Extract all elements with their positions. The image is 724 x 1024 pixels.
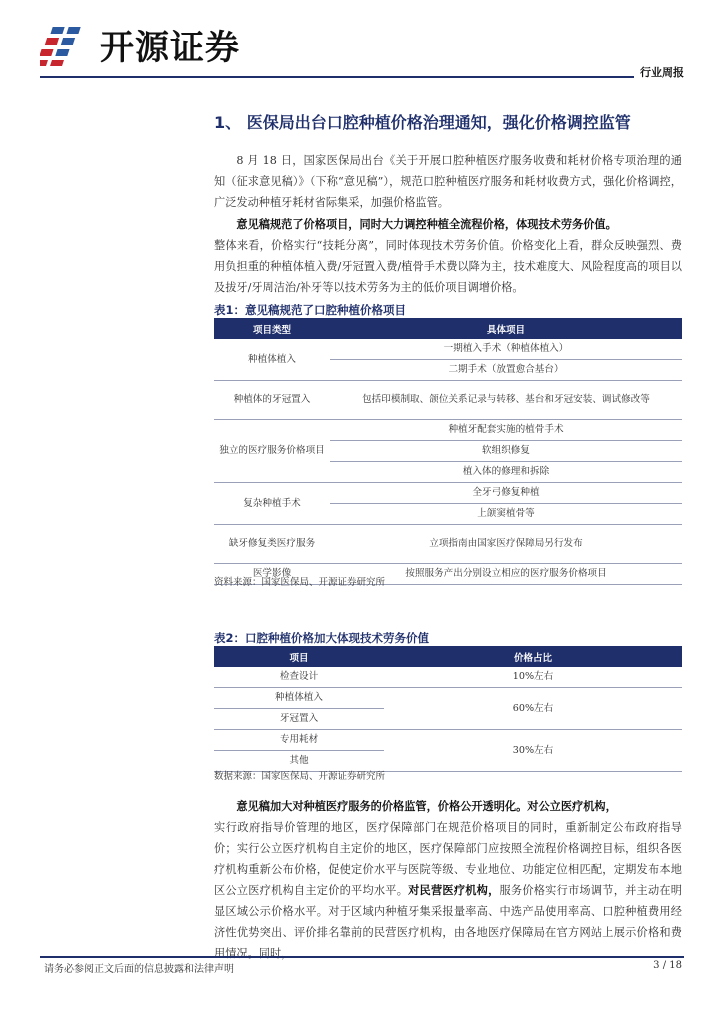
table2-item: 其他: [214, 751, 384, 772]
brand-mark-icon: [40, 23, 94, 67]
table2-col-item: 项目: [214, 646, 384, 667]
table1-item: 软组织修复: [330, 441, 682, 462]
table2-col-share: 价格占比: [384, 646, 682, 667]
table2-source: 数据来源：国家医保局、开源证券研究所: [214, 771, 386, 782]
table2-item: 检查设计: [214, 667, 384, 688]
table1-item: 二期手术（放置愈合基台）: [330, 360, 682, 381]
table2: [214, 646, 682, 772]
table-row: [214, 339, 682, 360]
footer-rule: [40, 956, 684, 958]
table1-cat: 医学影像: [214, 564, 330, 585]
table1-cat: 种植体的牙冠置入: [214, 381, 330, 420]
paragraph-pricing: [214, 214, 682, 298]
table1-col-type: 项目类型: [214, 318, 330, 339]
table1-item: 立项指南由国家医疗保障局另行发布: [330, 525, 682, 564]
paragraph-pricing-lead: 意见稿规范了价格项目，同时大力调控种植全流程价格，体现技术劳务价值。: [236, 217, 617, 231]
table-row: [214, 730, 682, 751]
table-row: [214, 381, 682, 420]
table1: [214, 318, 682, 585]
paragraph-intro: 8 月 18 日，国家医保局出台《关于开展口腔种植医疗服务收费和耗材价格专项治理的通知（征求意见稿）》（下称“意见稿”），规范口腔种植医疗服务和耗材收费方式，强化价格调控，广泛发动种植牙耗材省际集采，加强价格监管。: [214, 154, 682, 209]
table1-cat: 缺牙修复类医疗服务: [214, 525, 330, 564]
table-row: [214, 667, 682, 688]
page-number: 3 / 18: [653, 960, 682, 971]
report-type-label: 行业周报: [634, 64, 684, 80]
table1-cat: 独立的医疗服务价格项目: [214, 420, 330, 483]
table-row: [214, 688, 682, 709]
table2-item: 专用耗材: [214, 730, 384, 751]
table2-item: 牙冠置入: [214, 709, 384, 730]
table1-header: [214, 318, 682, 339]
paragraph-supervision-public: 实行政府指导价管理的地区，医疗保障部门在规范价格项目的同时，重新制定公布政府指导价；实行公立医疗机构自主定价的地区，医疗保障部门应按照全流程价格调控目标，组织各医疗机构重新公布价格，促使定价水平与医院等级、专业地位、功能定位相匹配，定期发布本地区公立医疗机构自主定价的平均水平。: [214, 821, 682, 897]
header-rule: [40, 76, 684, 78]
table1-source: 资料来源：国家医保局、开源证券研究所: [214, 577, 386, 588]
table1-item: 种植牙配套实施的植骨手术: [330, 420, 682, 441]
table2-header: [214, 646, 682, 667]
brand-name: 开源证券: [100, 28, 240, 68]
table1-item: 上颌窦植骨等: [330, 504, 682, 525]
table1-caption: 表1：意见稿规范了口腔种植价格项目: [214, 303, 406, 317]
table1-item: 一期植入手术（种植体植入）: [330, 339, 682, 360]
table2-share: 30%左右: [384, 730, 682, 772]
paragraph-supervision: [214, 796, 682, 964]
table2-share: 10%左右: [384, 667, 682, 688]
brand-logo: [40, 20, 240, 69]
table1-col-items: 具体项目: [330, 318, 682, 339]
table-row: [214, 525, 682, 564]
table-row: [214, 420, 682, 441]
table2-share: 60%左右: [384, 688, 682, 730]
paragraph-supervision-private-lead: 对民营医疗机构，: [408, 883, 500, 897]
table2-caption: 表2：口腔种植价格加大体现技术劳务价值: [214, 631, 429, 645]
table1-cat: 复杂种植手术: [214, 483, 330, 525]
table1-item: 包括印模制取、颌位关系记录与转移、基台和牙冠安装、调试修改等: [330, 381, 682, 420]
table-row: [214, 483, 682, 504]
table1-item: 全牙弓修复种植: [330, 483, 682, 504]
paragraph-pricing-body: 整体来看，价格实行“技耗分离”，同时体现技术劳务价值。价格变化上看，群众反映强烈、费用负担重的种植体植入费/牙冠置入费/植骨手术费以降为主，技术难度大、风险程度高的项目以及拔牙/牙周洁治/补牙等以技术劳务为主的低价项目调增价格。: [214, 239, 682, 294]
table1-item: 按照服务产出分别设立相应的医疗服务价格项目: [330, 564, 682, 585]
section-title: 1、 医保局出台口腔种植价格治理通知，强化价格调控监管: [214, 113, 631, 132]
footer-disclaimer: 请务必参阅正文后面的信息披露和法律声明: [44, 964, 234, 975]
table1-cat: 种植体植入: [214, 339, 330, 381]
paragraph-supervision-lead: 意见稿加大对种植医疗服务的价格监管，价格公开透明化。对公立医疗机构，: [236, 799, 617, 813]
paragraph-supervision-private: 服务价格实行市场调节，并主动在明显区域公示价格水平。对于区域内种植牙集采报量率高、中选产品使用率高、口腔种植费用经济性优势突出、评价排名靠前的民营医疗机构，由各地医疗保障局在官方网站上展示价格和费用情况。同时，: [214, 884, 682, 960]
table2-item: 种植体植入: [214, 688, 384, 709]
table1-item: 植入体的修理和拆除: [330, 462, 682, 483]
